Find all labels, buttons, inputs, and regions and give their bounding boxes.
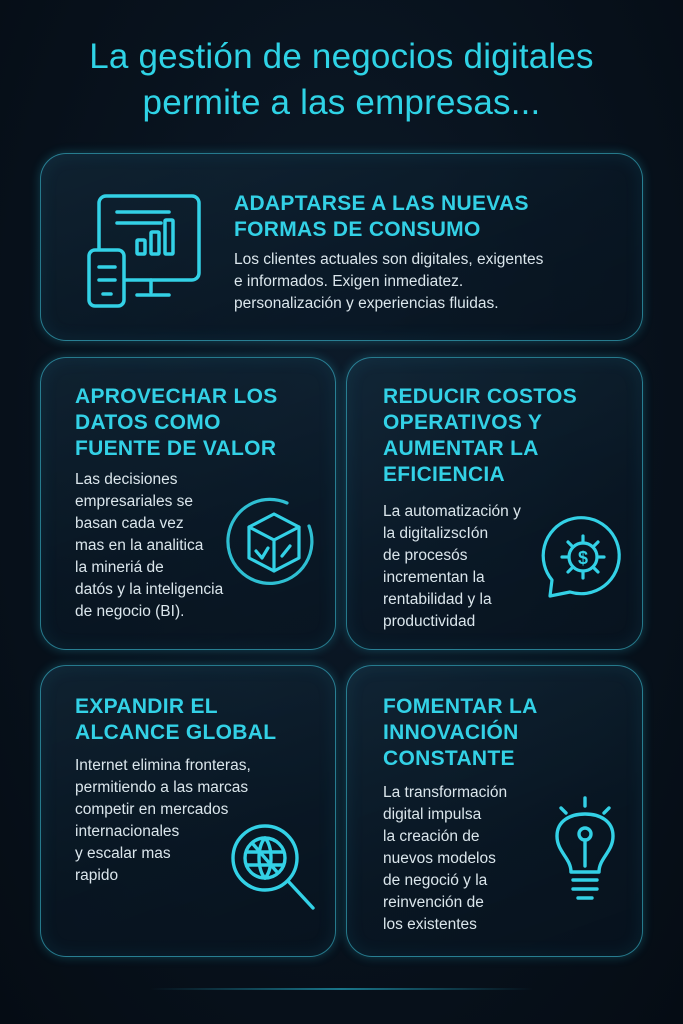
body-line: e informados. Exigen inmediatez. [234, 273, 464, 290]
body-line: y escalar mas [75, 845, 171, 862]
heading-line: REDUCIR COSTOS [383, 385, 577, 408]
body-line: de negocio (BI). [75, 603, 185, 620]
title-line-1: La gestión de negocios digitales [89, 37, 594, 76]
card-innovacion-heading [383, 694, 538, 772]
heading-line: AUMENTAR LA [383, 437, 539, 460]
body-line: Internet elimina fronteras, [75, 757, 251, 774]
card-alcance [40, 665, 336, 957]
body-line: basan cada vez [75, 515, 184, 532]
card-innovacion [346, 665, 643, 957]
card-innovacion-body [383, 782, 507, 936]
heading-line: FUENTE DE VALOR [75, 437, 277, 460]
body-line: Las decisiones [75, 471, 178, 488]
svg-text:$: $ [577, 548, 589, 568]
heading-line: EXPANDIR EL [75, 695, 218, 718]
globe-search-icon [225, 818, 321, 918]
body-line: empresariales se [75, 493, 194, 510]
body-line: Los clientes actuales son digitales, exigentes [234, 251, 544, 268]
heading-line: DATOS COMO [75, 411, 221, 434]
card-adaptarse [40, 153, 643, 341]
lightbulb-icon [547, 794, 623, 914]
card-alcance-heading [75, 694, 276, 746]
body-line: productividad [383, 613, 476, 630]
heading-line: OPERATIVOS Y [383, 411, 543, 434]
body-line: La automatización y [383, 503, 521, 520]
bottom-glow-divider [150, 988, 533, 990]
heading-line: FOMENTAR LA [383, 695, 538, 718]
body-line: de negoció y la [383, 872, 488, 889]
body-line: incrementan la [383, 569, 485, 586]
body-line: la mineriá de [75, 559, 164, 576]
body-line: los existentes [383, 916, 477, 933]
card-datos [40, 357, 336, 650]
card-costos [346, 357, 643, 650]
body-line: nuevos modelos [383, 850, 496, 867]
devices-chart-icon [91, 192, 201, 307]
card-costos-body [383, 501, 521, 633]
body-line: mas en la analitica [75, 537, 204, 554]
body-line: La transformación [383, 784, 508, 801]
card-datos-body [75, 469, 223, 623]
heading-line: CONSTANTE [383, 747, 515, 770]
body-line: permitiendo a las marcas [75, 779, 249, 796]
card-datos-heading [75, 384, 278, 462]
heading-line: FORMAS DE CONSUMO [234, 218, 481, 241]
heading-line: EFICIENCIA [383, 463, 506, 486]
title-line-2: permite a las empresas... [142, 83, 541, 122]
card-costos-heading [383, 384, 577, 488]
card-adaptarse-body [234, 249, 543, 315]
body-line: competir en mercados [75, 801, 229, 818]
page-title [0, 34, 683, 126]
body-line: digital impulsa [383, 806, 482, 823]
dollar-gear-icon [540, 514, 626, 600]
body-line: de procesós [383, 547, 468, 564]
body-line: la digitalizscIón [383, 525, 489, 542]
body-line: rapido [75, 867, 119, 884]
body-line: personalización y experiencias fluidas. [234, 295, 499, 312]
body-line: internacionales [75, 823, 180, 840]
body-line: rentabilidad y la [383, 591, 492, 608]
body-line: datós y la inteligencia [75, 581, 224, 598]
body-line: la creación de [383, 828, 480, 845]
card-adaptarse-heading [234, 191, 529, 243]
heading-line: ALCANCE GLOBAL [75, 721, 277, 744]
data-cube-icon [227, 496, 321, 590]
body-line: reinvención de [383, 894, 484, 911]
heading-line: INNOVACIÓN [383, 721, 519, 744]
heading-line: ADAPTARSE A LAS NUEVAS [234, 192, 529, 215]
heading-line: APROVECHAR LOS [75, 385, 278, 408]
